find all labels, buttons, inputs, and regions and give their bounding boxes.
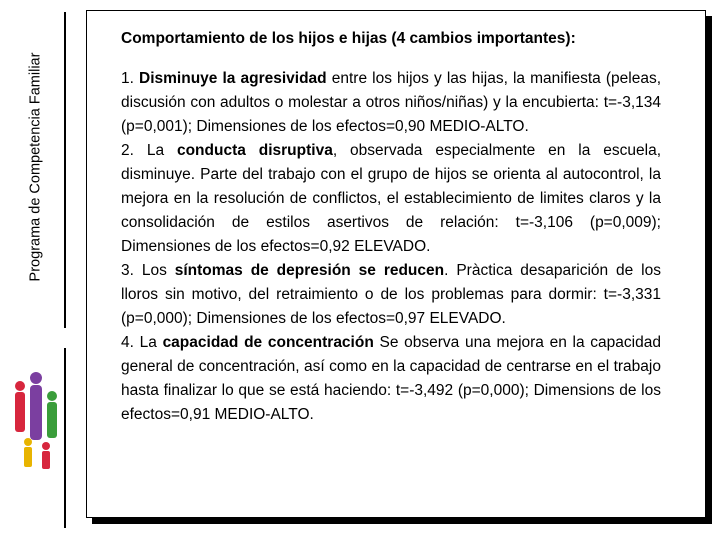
figure-green xyxy=(47,391,57,438)
findings-list xyxy=(121,67,661,427)
finding-item-1: 1. Disminuye la agresividad entre los hijos y las hijas, la manifiesta (peleas, discusión con adultos o molestar a otros niños/niñas) y la encubierta: t=-3,134 (p=0,001); Dimensiones de los efectos=0,90 MEDIO-ALTO. xyxy=(121,70,662,135)
figure-red xyxy=(15,381,25,432)
finding-item-4: 4. La capacidad de concentración Se observa una mejora en la capacidad general de concentración, así como en la capacidad de centrarse en el trabajo hasta finalizar lo que se está haciendo: t=-3,492 (p=0,000); Dimensions de los efectos=0,91 MEDIO-ALTO. xyxy=(121,334,661,423)
slide-title: Comportamiento de los hijos e hijas (4 cambios importantes): xyxy=(121,30,576,47)
finding-item-2: 2. La conducta disruptiva, observada especialmente en la escuela, disminuye. Parte del trabajo con el grupo de hijos se orienta al autocontrol, la mejora en la resolución de conflictos, el establecimiento de limites claros y la consolidación de estilos asertivos de relación: t=-3,106 (p=0,009); Dimensiones de los efectos=0,92 ELEVADO. xyxy=(121,142,661,255)
figure-yellow xyxy=(24,438,32,467)
figure-purple xyxy=(30,372,42,440)
program-label: Programa de Competencia Familiar xyxy=(27,52,43,282)
finding-item-3: 3. Los síntomas de depresión se reducen. Pràctica desaparición de los lloros sin motivo, del retraimiento o de los problemas para dormir: t=-3,331 (p=0,000); Dimensiones de los efectos=0,97 ELEVADO. xyxy=(121,262,661,327)
figure-small-red xyxy=(42,442,50,469)
sidebar-divider-top xyxy=(64,12,66,328)
content-panel xyxy=(86,10,706,518)
family-logo-icon xyxy=(6,356,66,476)
